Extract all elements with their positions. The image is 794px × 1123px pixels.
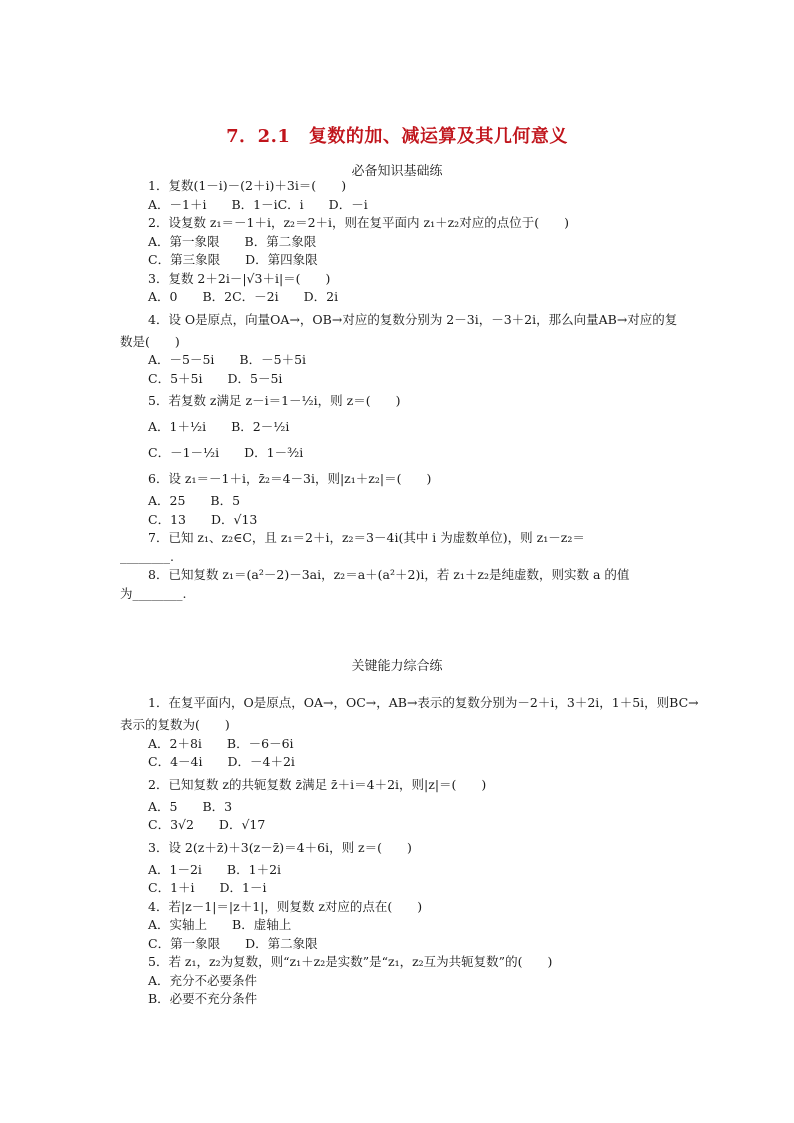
page-title: 7．2.1 复数的加、减运算及其几何意义 xyxy=(226,126,568,147)
question-4-cont: 数是( ) xyxy=(120,333,180,349)
question-5: 5．若复数 z满足 z－i＝1－½i，则 z＝( ) xyxy=(148,393,401,408)
adv-question-5-option-a: A．充分不必要条件 xyxy=(148,972,258,988)
question-2-options-a: A．第一象限 B．第二象限 xyxy=(148,233,317,249)
adv-question-2-options-b: C．3√2 D．√17 xyxy=(148,817,266,832)
adv-question-4-options-a: A．实轴上 B．虚轴上 xyxy=(148,917,292,932)
section-heading-basic: 必备知识基础练 xyxy=(351,164,443,179)
question-4-options-a: A．－5－5i B．－5＋5i xyxy=(148,352,307,367)
question-8-blank: 为________. xyxy=(120,585,187,601)
question-7-blank: ________. xyxy=(120,548,174,564)
adv-question-3-options-a: A．1－2i B．1＋2i xyxy=(148,861,282,877)
adv-question-5: 5．若 z₁，z₂为复数，则“z₁＋z₂是实数”是“z₁，z₂互为共轭复数”的( ) xyxy=(148,954,553,969)
adv-question-4: 4．若|z－1|＝|z＋1|，则复数 z对应的点在( ) xyxy=(148,898,423,914)
question-2-options-b: C．第三象限 D．第四象限 xyxy=(148,252,318,267)
question-3-options: A．0 B．2C．－2i D．2i xyxy=(148,289,339,304)
question-6-options-a: A．25 B．5 xyxy=(148,493,241,508)
adv-question-1: 1．在复平面内，O是原点，OA→，OC→，AB→表示的复数分别为－2＋i，3＋2i，1＋5i，则BC→ xyxy=(148,695,699,710)
adv-question-2: 2．已知复数 z的共轭复数 z̄满足 z̄＋i＝4＋2i，则|z|＝( ) xyxy=(148,776,487,792)
question-5-options-b: C．－1－½i D．1－³⁄₂i xyxy=(148,445,304,460)
question-3: 3．复数 2＋2i－|√3＋i|＝( ) xyxy=(148,270,331,286)
adv-question-3: 3．设 2(z＋z̄)＋3(z－z̄)＝4＋6i，则 z＝( ) xyxy=(148,839,412,855)
question-7: 7．已知 z₁、z₂∈C，且 z₁＝2＋i，z₂＝3－4i(其中 i 为虚数单位)，则 z₁－z₂＝ xyxy=(148,530,585,545)
section-basic-body xyxy=(120,177,678,603)
adv-question-5-option-b: B．必要不充分条件 xyxy=(148,991,258,1006)
question-2: 2．设复数 z₁＝－1＋i，z₂＝2＋i，则在复平面内 z₁＋z₂对应的点位于( ) xyxy=(148,215,569,230)
question-4-options-b: C．5＋5i D．5－5i xyxy=(148,370,283,386)
question-1-options: A．－1＋i B．1－iC．i D．－i xyxy=(148,196,368,212)
adv-question-3-options-b: C．1＋i D．1－i xyxy=(148,880,267,895)
adv-question-2-options-a: A．5 B．3 xyxy=(148,798,233,814)
question-6: 6．设 z₁＝－1＋i，z̄₂＝4－3i，则|z₁＋z₂|＝( ) xyxy=(148,471,432,486)
question-8: 8．已知复数 z₁＝(a²－2)－3ai，z₂＝a＋(a²＋2)i，若 z₁＋z₂是纯虚数，则实数 a 的值 xyxy=(148,567,630,582)
question-6-options-b: C．13 D．√13 xyxy=(148,511,258,527)
section-heading-advanced: 关键能力综合练 xyxy=(351,659,443,674)
question-5-options-a: A．1＋½i B．2－½i xyxy=(148,419,290,434)
question-1: 1．复数(1－i)－(2＋i)＋3i＝( ) xyxy=(148,178,347,193)
adv-question-4-options-b: C．第一象限 D．第二象限 xyxy=(148,935,318,951)
adv-question-1-options-b: C．4－4i D．－4＋2i xyxy=(148,754,295,769)
question-4: 4．设 O是原点，向量OA→，OB→对应的复数分别为 2－3i，－3＋2i，那么向量AB→对应的复 xyxy=(148,311,678,327)
adv-question-1-options-a: A．2＋8i B．－6－6i xyxy=(148,735,294,751)
adv-question-1-cont: 表示的复数为( ) xyxy=(120,717,230,732)
section-advanced-body xyxy=(120,690,699,1009)
